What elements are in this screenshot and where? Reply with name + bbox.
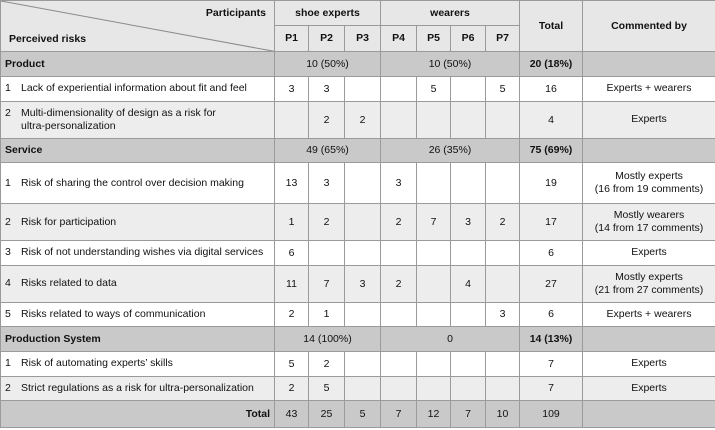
commented-by-line: Mostly wearers (613, 209, 685, 222)
risk-text-line: Lack of experiential information about fit and feel (21, 82, 247, 95)
participant-count: 1 (309, 302, 345, 327)
commented-by-cell (583, 302, 715, 327)
participant-count: 2 (381, 204, 417, 241)
participant-count: 2 (275, 302, 309, 327)
table-row (1, 351, 715, 376)
commented-by-line: (14 from 17 comments) (594, 222, 704, 235)
participant-count (417, 302, 451, 327)
participant-header: P5 (417, 25, 451, 52)
risk-cell (1, 376, 275, 401)
participant-count: 5 (309, 376, 345, 401)
participant-count (451, 163, 486, 204)
participant-count (451, 241, 486, 266)
totals-label: Total (1, 401, 275, 428)
grand-total: 109 (520, 401, 583, 428)
participant-count: 3 (275, 76, 309, 101)
participant-count: 5 (486, 76, 520, 101)
section-name: Service (1, 138, 275, 163)
risk-text-line: Multi-dimensionality of design as a risk for (21, 106, 216, 119)
participant-count (486, 376, 520, 401)
section-name: Product (1, 52, 275, 77)
commented-by-line: (21 from 27 comments) (594, 283, 704, 296)
commented-by-line: Experts + wearers (606, 82, 692, 95)
row-total: 4 (520, 101, 583, 138)
totals-commented-by (583, 401, 715, 428)
participant-header: P7 (486, 25, 520, 52)
commented-by-line: Experts + wearers (606, 307, 692, 320)
participant-count (417, 376, 451, 401)
risk-number: 4 (5, 277, 11, 290)
participant-count: 13 (275, 163, 309, 204)
participant-count: 4 (451, 265, 486, 302)
commented-by-line: Experts (631, 246, 667, 259)
row-total: 7 (520, 351, 583, 376)
commented-by-line: Experts (631, 357, 667, 370)
participant-count (381, 241, 417, 266)
totals-row (1, 401, 715, 428)
section-row (1, 327, 715, 352)
risk-text-line: Strict regulations as a risk for ultra-personalization (21, 381, 254, 394)
participant-count: 3 (345, 265, 381, 302)
participant-count (275, 101, 309, 138)
participant-total: 10 (486, 401, 520, 428)
participant-count (381, 376, 417, 401)
table-row (1, 302, 715, 327)
participant-count: 2 (275, 376, 309, 401)
commented-by-cell (583, 376, 715, 401)
participant-count: 3 (381, 163, 417, 204)
risk-number: 3 (5, 246, 11, 259)
participant-count (417, 351, 451, 376)
commented-by-cell (583, 76, 715, 101)
participant-total: 5 (345, 401, 381, 428)
participant-count: 6 (275, 241, 309, 266)
risk-text (21, 177, 244, 190)
section-experts-share: 14 (100%) (275, 327, 381, 352)
participant-header: P4 (381, 25, 417, 52)
participant-count: 7 (309, 265, 345, 302)
row-total: 19 (520, 163, 583, 204)
participant-total: 7 (381, 401, 417, 428)
participant-total: 43 (275, 401, 309, 428)
commented-by-line: Mostly experts (615, 270, 683, 283)
row-total: 6 (520, 302, 583, 327)
table-row (1, 204, 715, 241)
risk-cell (1, 302, 275, 327)
commented-by-cell (583, 265, 715, 302)
risk-text (21, 277, 117, 290)
participant-count: 3 (309, 163, 345, 204)
section-wearers-share: 10 (50%) (381, 52, 520, 77)
participant-count (451, 351, 486, 376)
perceived-risks-label: Perceived risks (9, 33, 87, 46)
participant-count (417, 101, 451, 138)
participant-count (345, 376, 381, 401)
participant-header: P6 (451, 25, 486, 52)
risk-cell (1, 351, 275, 376)
participant-count (486, 265, 520, 302)
participant-total: 25 (309, 401, 345, 428)
risk-text-line: Risk of sharing the control over decision making (21, 176, 244, 189)
participant-count (417, 241, 451, 266)
participant-count: 5 (275, 351, 309, 376)
row-total: 17 (520, 204, 583, 241)
risk-number: 1 (5, 357, 11, 370)
participant-count: 2 (381, 265, 417, 302)
risk-cell (1, 241, 275, 266)
participant-count (345, 241, 381, 266)
participant-count (345, 302, 381, 327)
participant-count: 2 (345, 101, 381, 138)
risk-number: 1 (5, 82, 11, 95)
table-row (1, 163, 715, 204)
row-total: 7 (520, 376, 583, 401)
participant-count (309, 241, 345, 266)
commented-by-cell (583, 163, 715, 204)
commented-by-line: (16 from 19 comments) (594, 183, 704, 196)
participant-count (451, 101, 486, 138)
risk-cell (1, 265, 275, 302)
participant-count (345, 76, 381, 101)
participant-count (381, 76, 417, 101)
risk-cell (1, 76, 275, 101)
section-name: Production System (1, 327, 275, 352)
section-commented-by (583, 138, 715, 163)
participant-count: 7 (417, 204, 451, 241)
participant-count (486, 163, 520, 204)
risk-number: 2 (5, 106, 11, 119)
participant-count (486, 241, 520, 266)
section-wearers-share: 26 (35%) (381, 138, 520, 163)
table-row (1, 265, 715, 302)
commented-by-header: Commented by (583, 1, 715, 52)
participant-count (381, 302, 417, 327)
risk-text (21, 82, 247, 95)
commented-by-line: Experts (631, 381, 667, 394)
section-total: 75 (69%) (520, 138, 583, 163)
risk-text-line: Risks related to data (21, 277, 117, 290)
participant-count: 3 (309, 76, 345, 101)
participant-count (381, 351, 417, 376)
risk-text (21, 216, 116, 229)
participant-header: P1 (275, 25, 309, 52)
risk-cell (1, 204, 275, 241)
risk-cell (1, 163, 275, 204)
risk-number: 2 (5, 215, 11, 228)
participant-count (451, 76, 486, 101)
risk-text-line: Risk of not understanding wishes via digital services (21, 246, 264, 259)
participant-count: 5 (417, 76, 451, 101)
commented-by-cell (583, 351, 715, 376)
risk-text-line: Risk of automating experts’ skills (21, 357, 173, 370)
commented-by-line: Experts (631, 113, 667, 126)
participant-count (345, 351, 381, 376)
commented-by-line: Mostly experts (615, 170, 683, 183)
participant-count (486, 351, 520, 376)
participant-count: 2 (309, 101, 345, 138)
table-row (1, 241, 715, 266)
participant-total: 12 (417, 401, 451, 428)
participant-header: P3 (345, 25, 381, 52)
participants-label: Participants (205, 7, 266, 19)
participant-count: 11 (275, 265, 309, 302)
participant-count (381, 101, 417, 138)
section-commented-by (583, 52, 715, 77)
participant-count: 2 (486, 204, 520, 241)
row-total: 16 (520, 76, 583, 101)
participant-count: 2 (309, 351, 345, 376)
risk-text-line: Risks related to ways of communication (21, 307, 206, 320)
participant-count: 3 (451, 204, 486, 241)
commented-by-cell (583, 204, 715, 241)
participant-count (345, 204, 381, 241)
table-row (1, 376, 715, 401)
total-header: Total (520, 1, 583, 52)
table-row (1, 101, 715, 138)
participant-count (486, 101, 520, 138)
risk-text (21, 107, 216, 133)
risk-number: 1 (5, 176, 11, 189)
risk-text (21, 382, 254, 395)
group-wearers-header: wearers (381, 1, 520, 26)
risk-text-line: ultra-personalization (21, 119, 116, 132)
section-experts-share: 49 (65%) (275, 138, 381, 163)
participant-count (417, 163, 451, 204)
participant-count (417, 265, 451, 302)
group-experts-header: shoe experts (275, 1, 381, 26)
risk-number: 5 (5, 307, 11, 320)
risk-text (21, 308, 205, 321)
row-total: 27 (520, 265, 583, 302)
participant-count: 2 (309, 204, 345, 241)
risk-number: 2 (5, 381, 11, 394)
participant-count (451, 376, 486, 401)
participant-total: 7 (451, 401, 486, 428)
table-row (1, 76, 715, 101)
section-wearers-share: 0 (381, 327, 520, 352)
risk-text (21, 246, 263, 259)
section-total: 14 (13%) (520, 327, 583, 352)
commented-by-cell (583, 101, 715, 138)
section-row (1, 138, 715, 163)
section-total: 20 (18%) (520, 52, 583, 77)
risk-text (21, 357, 173, 370)
commented-by-cell (583, 241, 715, 266)
header-diagonal-cell (1, 1, 275, 52)
risk-cell (1, 101, 275, 138)
participant-header: P2 (309, 25, 345, 52)
participant-count (451, 302, 486, 327)
section-experts-share: 10 (50%) (275, 52, 381, 77)
participant-count: 3 (486, 302, 520, 327)
participant-count (345, 163, 381, 204)
section-commented-by (583, 327, 715, 352)
participant-count: 1 (275, 204, 309, 241)
risk-text-line: Risk for participation (21, 215, 117, 228)
section-row (1, 52, 715, 77)
row-total: 6 (520, 241, 583, 266)
